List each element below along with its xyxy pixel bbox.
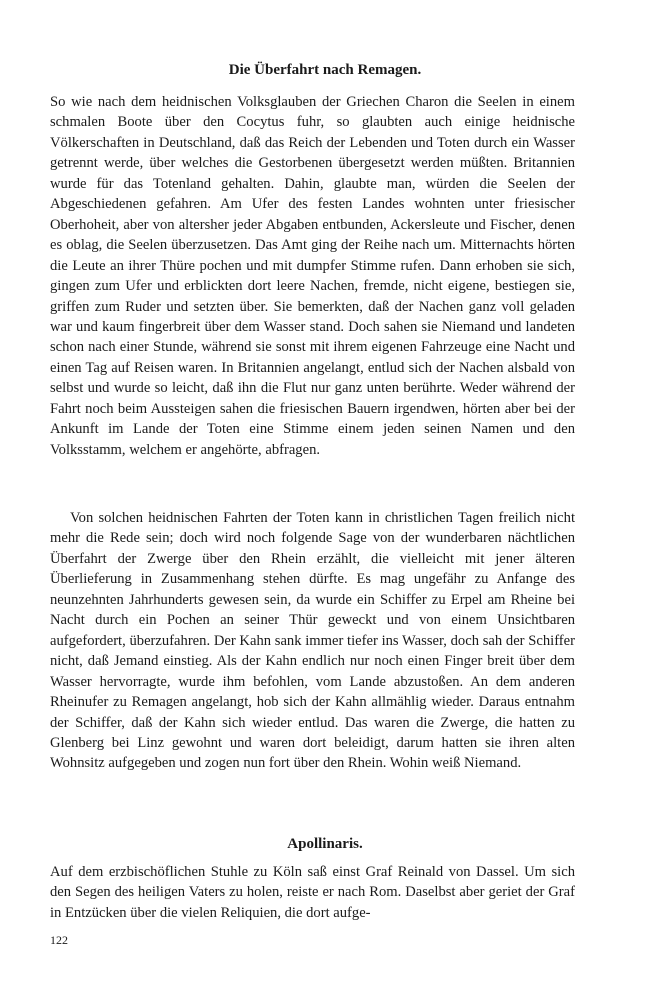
paragraph-2: Von solchen heidnischen Fahrten der Toten kann in christlichen Tagen freilich nicht mehr die Rede sein; doch wird noch folgende Sage von der wunderbaren nächtlichen Überfahrt der Zwerge über den Rhein erzählt, die vielleicht mit jener älteren Überlieferung in Zusammenhang stehen dürfte. Es mag ungefähr zu Anfange des neunzehnten Jahrhunderts gewesen sein, da wurde ein Schiffer zu Erpel am Rheine bei Nacht durch ein Pochen an seiner Thür geweckt und von einem Unsichtbaren aufgefordert, überzufahren. Der Kahn sank immer tiefer ins Wasser, doch sah der Schiffer nicht, daß Jemand einstieg. Als der Kahn endlich nur noch einen Finger breit über dem Wasser hervorragte, wurde ihm befohlen, vom Lande abzustoßen. An dem anderen Rheinufer zu Remagen angelangt, hob sich der Kahn allmählig wieder. Daraus entnahm der Schiffer, daß der Kahn sich wieder entlud. Das waren die Zwerge, die hatten zu Glenberg bei Linz gewohnt und waren dort beleidigt, darum hatten sie ihren alten Wohnsitz aufgegeben und zogen nun fort über den Rhein. Wohin weiß Niemand.: [50, 510, 575, 772]
section-title-ueberfahrt: Die Überfahrt nach Remagen.: [228, 62, 422, 78]
paragraph-1: So wie nach dem heidnischen Volksglauben der Griechen Charon die Seelen in einem schmalen Boote über den Cocytus fuhr, so glaubten auch einige heidnische Völkerschaften in Deutschland, daß das Reich der Lebenden und Toten durch ein Wasser getrennt werde, über welches die Gestorbenen übergesetzt werden müßten. Britannien wurde für das Totenland gehalten. Dahin, glaubte man, würden die Seelen der Abgeschiedenen gefahren. Am Ufer des festen Landes wohnten unter friesischer Oberhoheit, aber von altersher jeder Abgaben entbunden, Ackersleute und Fischer, denen es oblag, die Seelen überzusetzen. Das Amt ging der Reihe nach um. Mitternachts hörten die Leute an ihrer Thüre pochen und mit dumpfer Stimme rufen. Dann erhoben sie sich, gingen zum Ufer und erblickten dort leere Nachen, fremde, nicht eigene, bestiegen sie, griffen zum Ruder und setzten über. Sie bemerkten, daß der Nachen ganz voll geladen war und kaum fingerbreit über dem Wasser stand. Doch sahen sie Niemand und landeten schon nach einer Stunde, während sie sonst mit ihrem eigenen Fahrzeuge eine Nacht und einen Tag auf Reisen waren. In Britannien angelangt, entlud sich der Nachen alsbald von selbst und wurde so leicht, daß ihn die Flut nur ganz unten berührte. Weder während der Fahrt noch beim Aussteigen sahen die friesischen Bauern irgendwen, hörten aber bei der Ankunft im Lande der Toten eine Stimme einem jeden seinen Namen und den Volksstamm, welchem er angehörte, abfragen.: [50, 94, 575, 458]
paragraph-3: Auf dem erzbischöflichen Stuhle zu Köln saß einst Graf Reinald von Dassel. Um sich den Segen des heiligen Vaters zu holen, reiste er nach Rom. Daselbst aber geriet der Graf in Entzücken über die vielen Reliquien, die dort aufge-: [50, 864, 575, 921]
page-number: 122: [50, 933, 68, 947]
section-title-apollinaris: Apollinaris.: [287, 836, 363, 852]
